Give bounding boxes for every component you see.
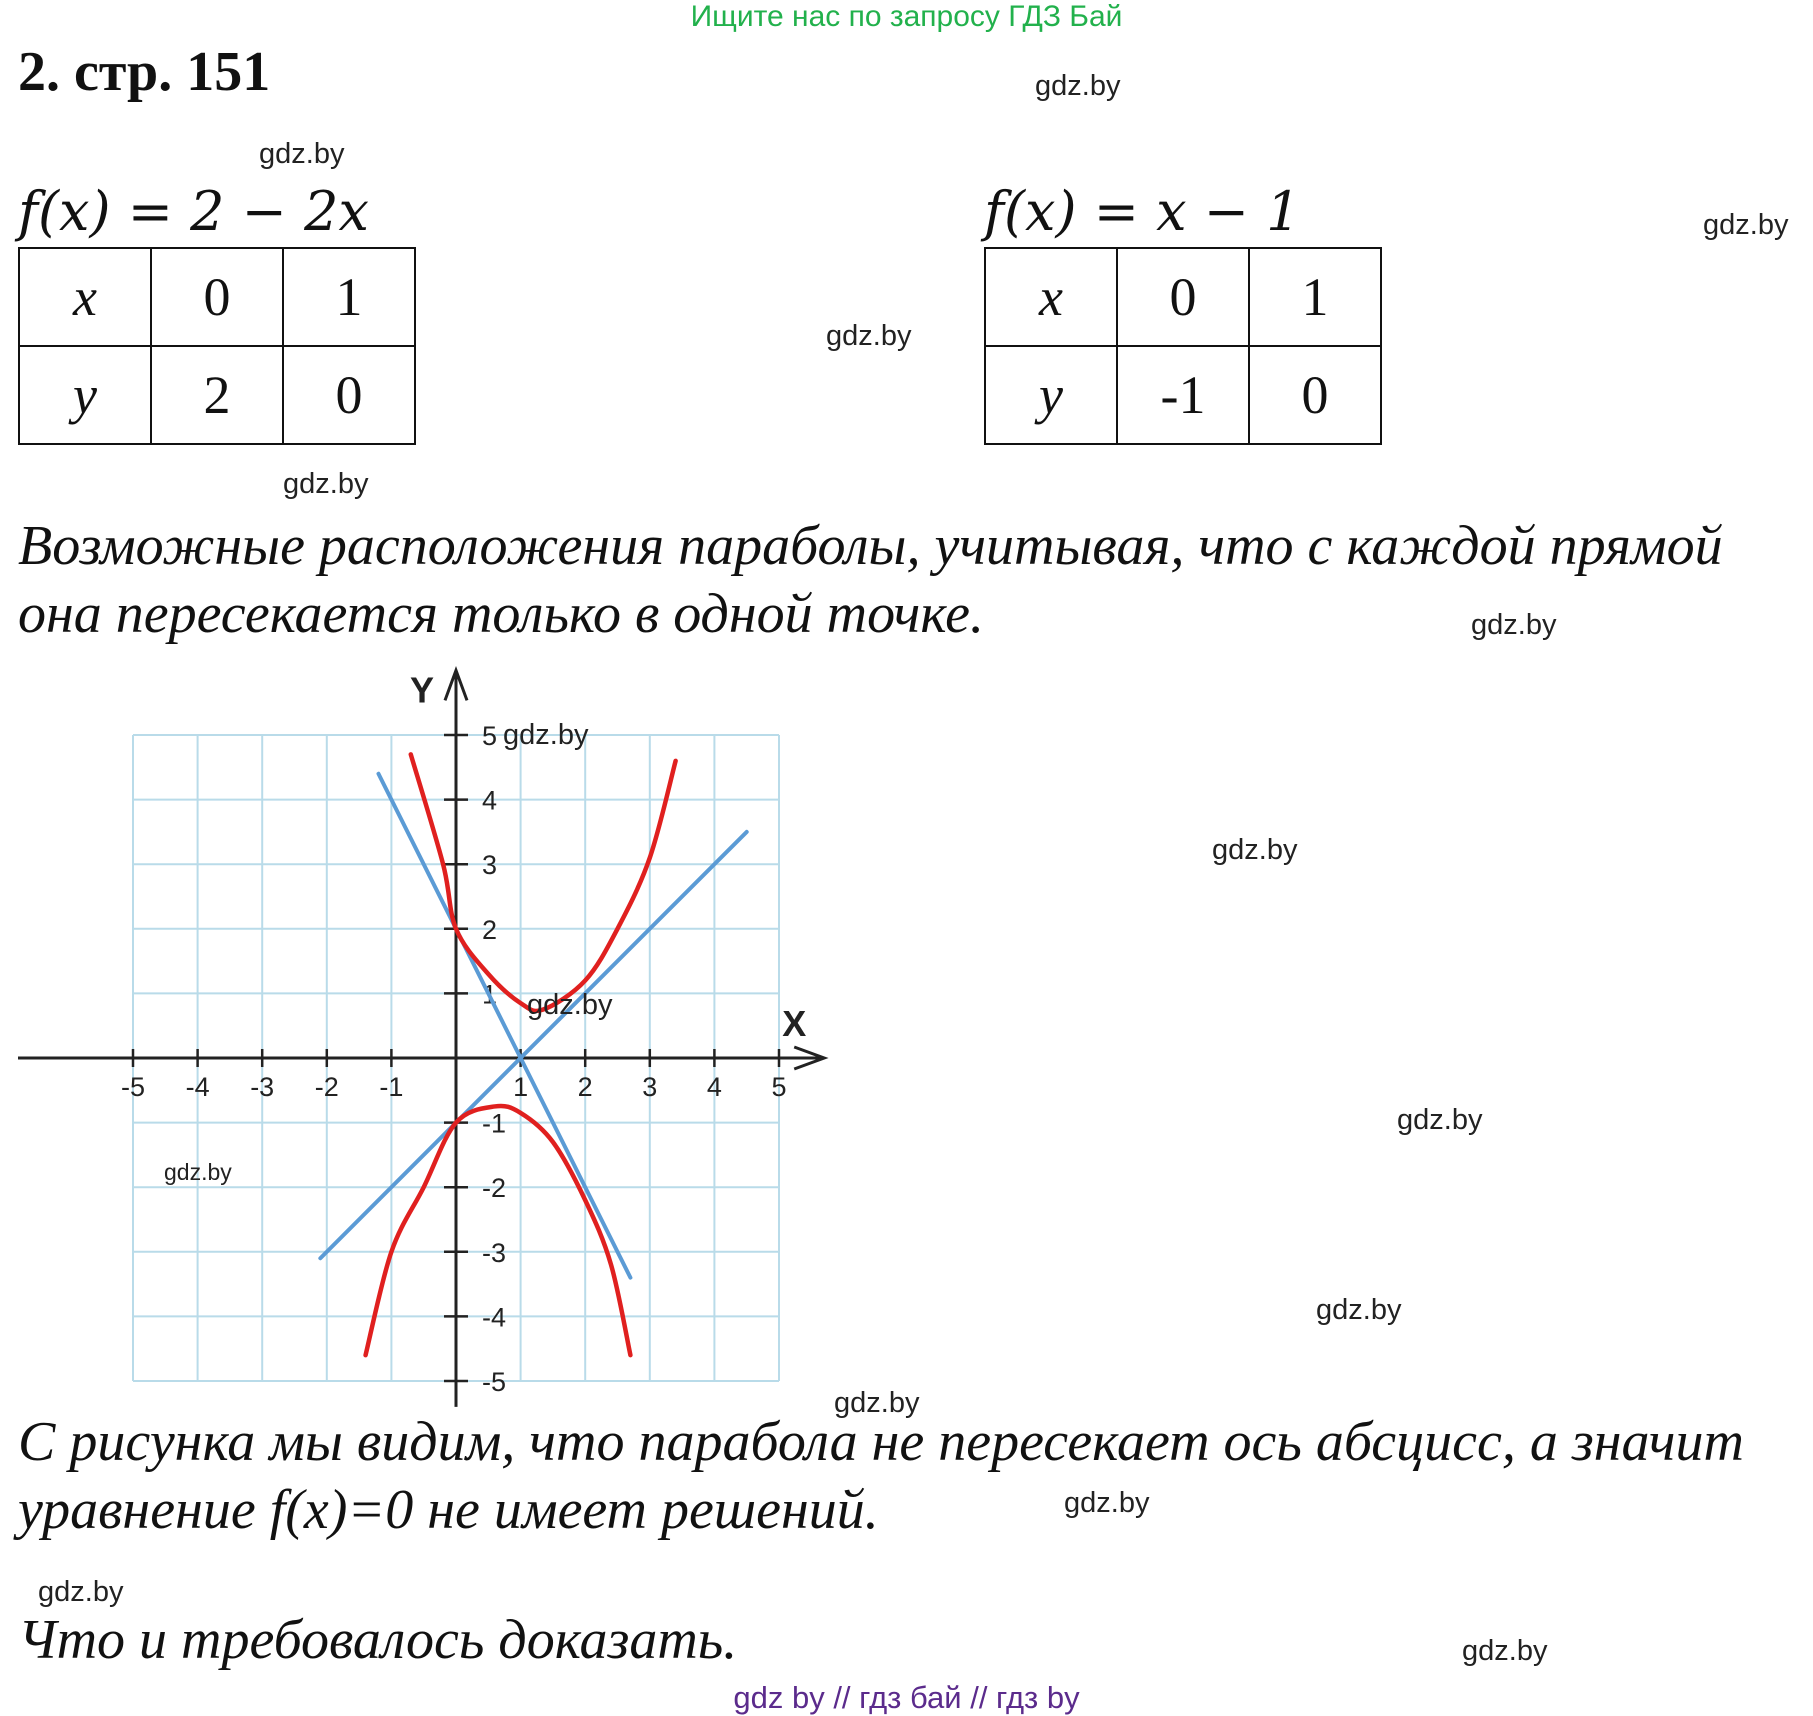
table-cell: 0 (1249, 346, 1381, 444)
value-table-2 (984, 247, 1382, 445)
x-axis-label: X (782, 1003, 807, 1044)
watermark: gdz.by (1212, 834, 1298, 866)
y-tick-label: 5 (482, 721, 498, 751)
table-cell: 0 (283, 346, 415, 444)
table-cell: y (19, 346, 151, 444)
function-2-formula: f(x) = x − 1 (984, 180, 1301, 243)
y-tick-label: -1 (482, 1108, 507, 1139)
footer-links[interactable]: gdz by // гдз бай // гдз by (733, 1680, 1080, 1715)
y-tick-label: -4 (482, 1302, 507, 1333)
table-row (19, 248, 415, 346)
watermark: gdz.by (38, 1576, 124, 1608)
explanation-paragraph-1: Возможные расположения параболы, учитывая, что с каждой прямой она пересекается только в одной точке. (18, 515, 1723, 645)
x-tick-label: 1 (513, 1072, 529, 1102)
y-tick-label: 1 (482, 979, 498, 1010)
parabola-curve (411, 754, 676, 1011)
x-tick-label: 4 (706, 1072, 722, 1102)
y-tick-label: -5 (482, 1367, 507, 1397)
x-tick-label: -5 (120, 1072, 146, 1102)
y-tick-label: -3 (482, 1237, 507, 1268)
y-tick-label: -2 (482, 1173, 507, 1204)
y-tick-label: 4 (482, 785, 498, 816)
x-tick-label: -2 (314, 1072, 339, 1102)
x-tick-label: 2 (577, 1072, 593, 1102)
table-row (985, 346, 1381, 444)
watermark: gdz.by (164, 1159, 232, 1185)
table-cell: 1 (1249, 248, 1381, 346)
watermark: gdz.by (1703, 209, 1789, 241)
y-tick-label: 3 (482, 850, 498, 881)
explanation-paragraph-2: С рисунка мы видим, что парабола не пересекает ось абсцисс, а значит уравнение f(x)=0 не имеет решений. (18, 1411, 1744, 1541)
table-cell: 0 (1117, 248, 1249, 346)
watermark: gdz.by (1471, 609, 1557, 641)
watermark: gdz.by (834, 1387, 920, 1419)
watermark: gdz.by (527, 989, 613, 1021)
table-cell: -1 (1117, 346, 1249, 444)
x-tick-label: 5 (771, 1072, 787, 1102)
table-cell: y (985, 346, 1117, 444)
x-tick-label: -1 (379, 1072, 404, 1102)
straight-line (320, 832, 746, 1258)
x-tick-label: -4 (185, 1072, 210, 1102)
watermark: gdz.by (1462, 1635, 1548, 1667)
table-cell: 0 (151, 248, 283, 346)
y-axis-label: Y (410, 669, 435, 711)
table-row (985, 248, 1381, 346)
value-table-1 (18, 247, 416, 445)
watermark: gdz.by (1397, 1104, 1483, 1136)
table-cell: x (985, 248, 1117, 346)
watermark: gdz.by (1064, 1487, 1150, 1519)
coordinate-plane-chart (0, 650, 807, 1410)
y-tick-label: 2 (482, 914, 498, 945)
watermark: gdz.by (283, 468, 369, 500)
watermark: gdz.by (1316, 1294, 1402, 1326)
table-cell: x (19, 248, 151, 346)
table-cell: 1 (283, 248, 415, 346)
x-tick-label: -3 (250, 1072, 275, 1102)
watermark: gdz.by (826, 320, 912, 352)
task-title: 2. стр. 151 (18, 41, 271, 103)
function-1-formula: f(x) = 2 − 2x (18, 180, 369, 243)
watermark: gdz.by (259, 138, 345, 170)
x-tick-label: 3 (642, 1072, 658, 1102)
watermark: gdz.by (503, 719, 589, 751)
table-cell: 2 (151, 346, 283, 444)
watermark: gdz.by (1035, 70, 1121, 102)
conclusion-text: Что и требовалось доказать. (18, 1609, 738, 1671)
table-row (19, 346, 415, 444)
search-banner[interactable]: Ищите нас по запросу ГДЗ Бай (690, 0, 1123, 33)
